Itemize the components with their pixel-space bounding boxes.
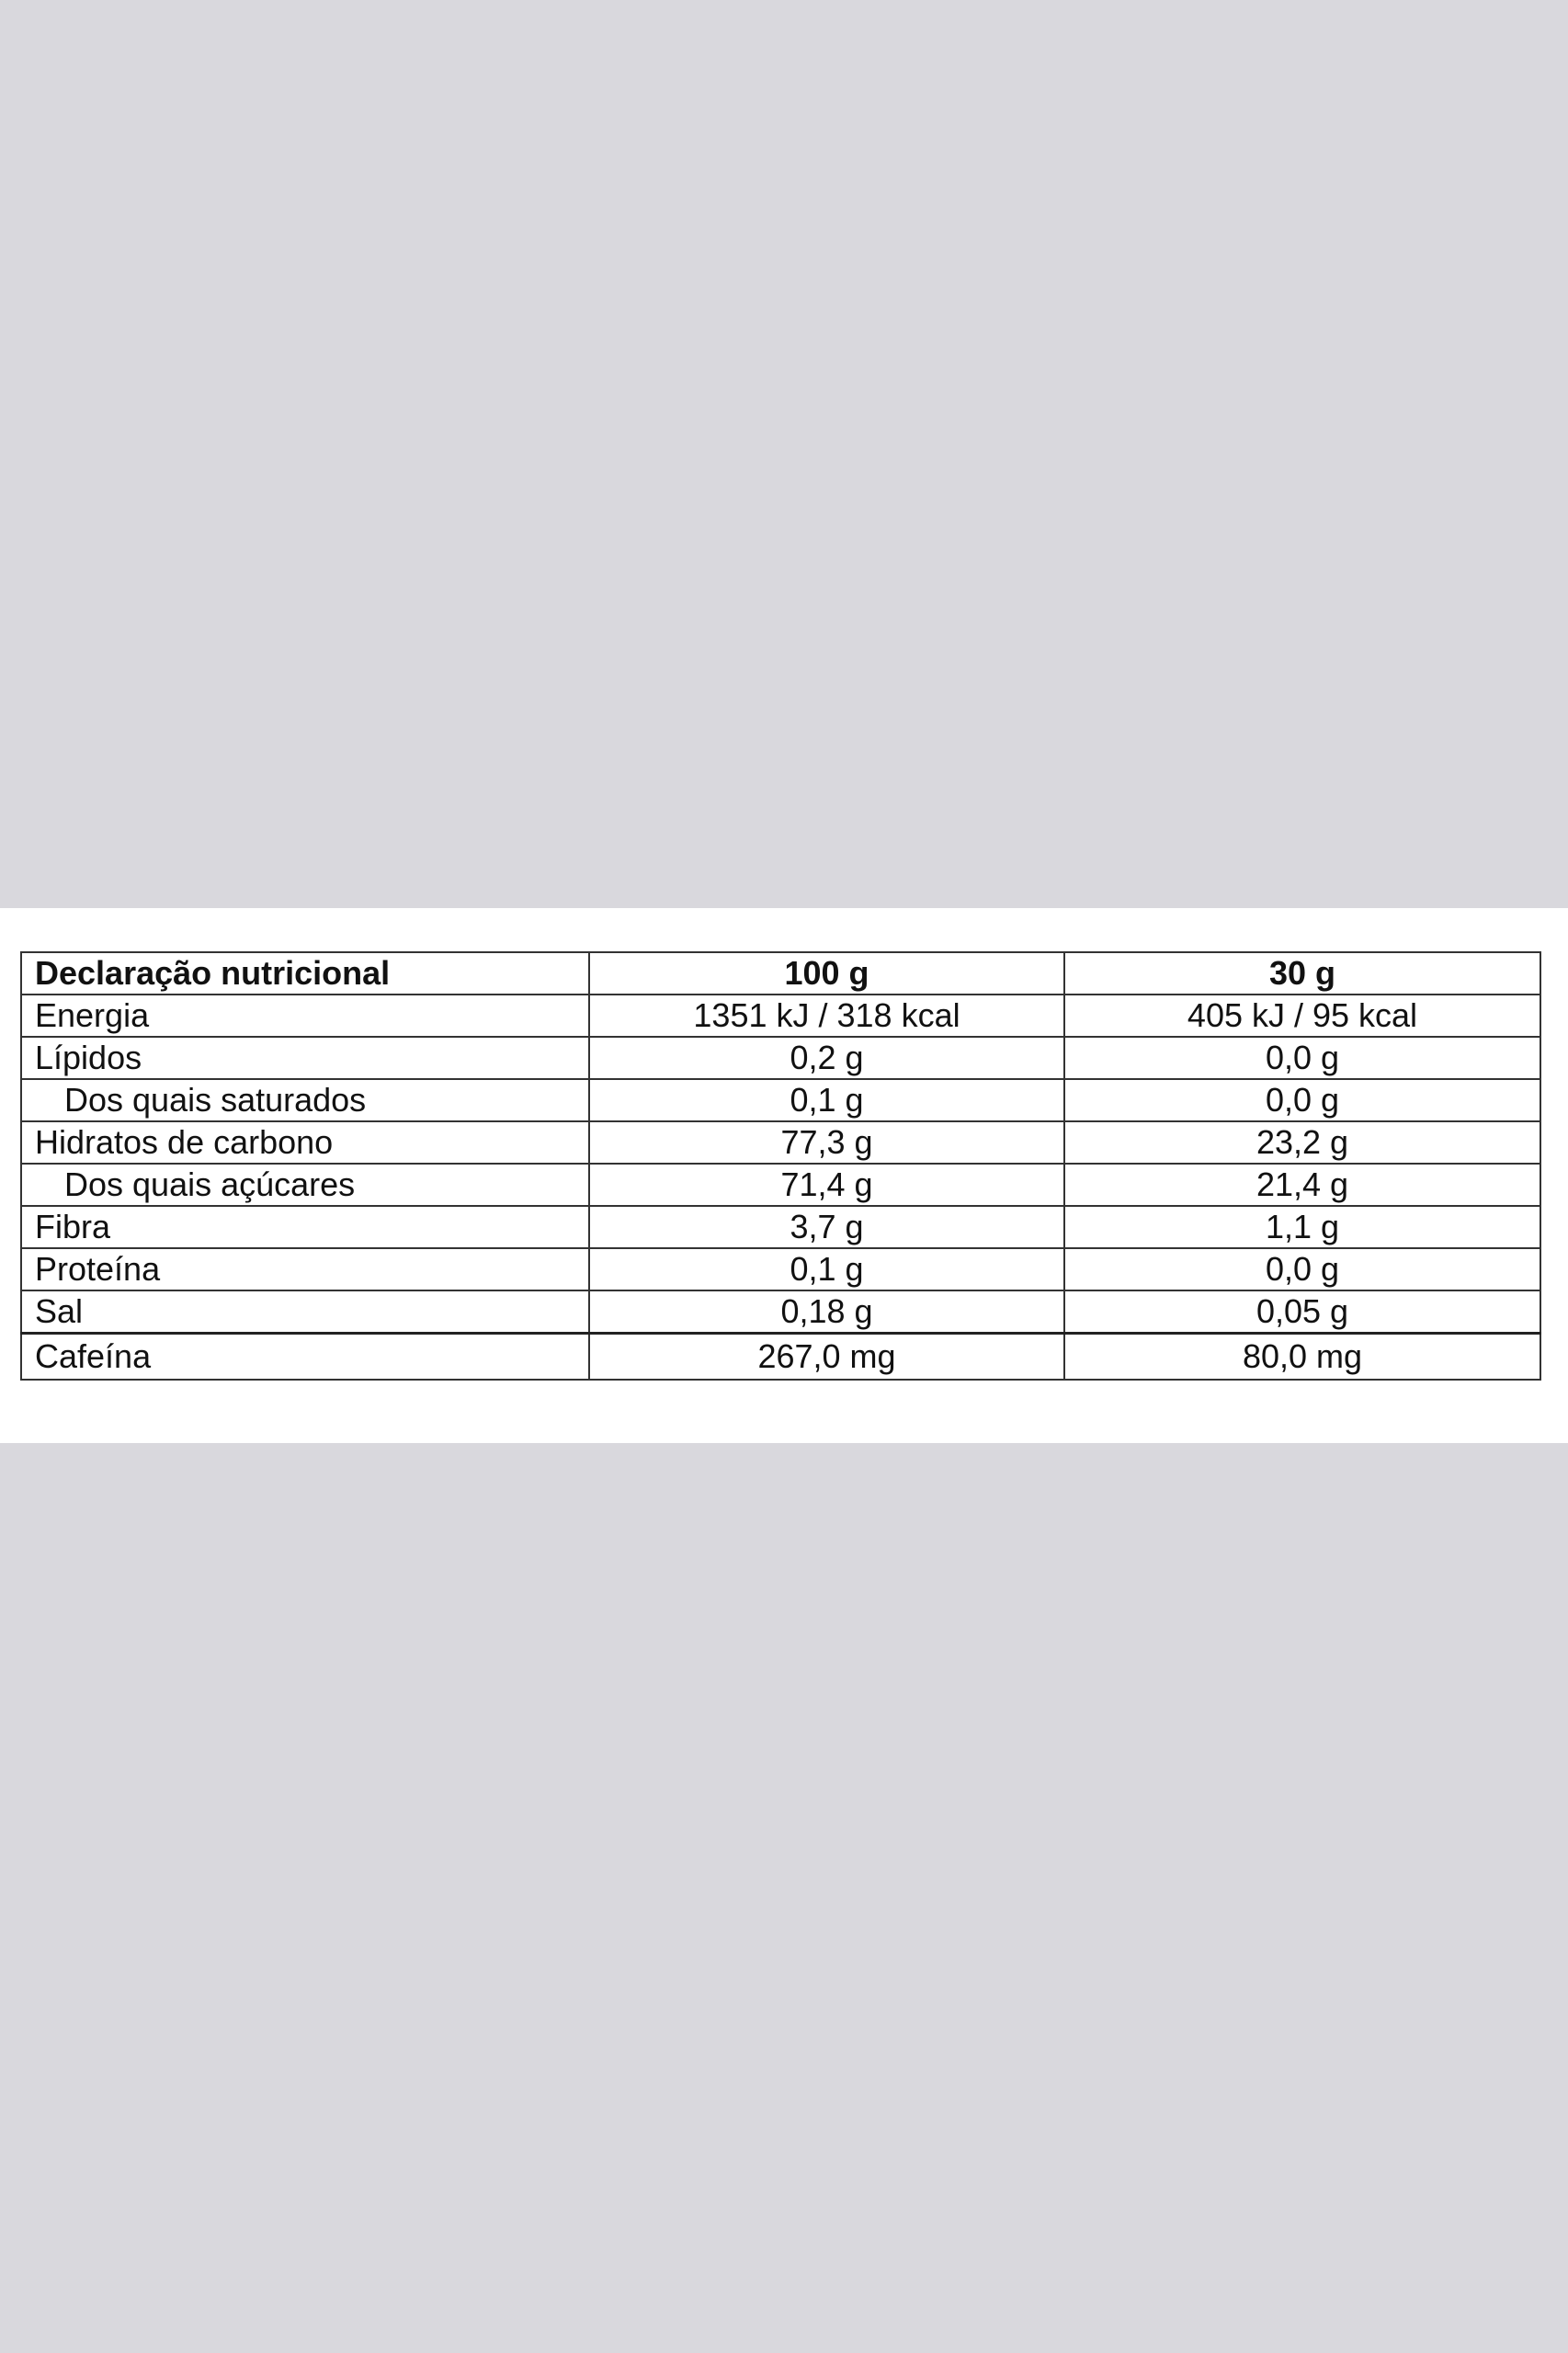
value-per-30g: 405 kJ / 95 kcal [1064, 995, 1540, 1037]
value-per-30g: 0,05 g [1064, 1290, 1540, 1334]
table-row [21, 1121, 1540, 1164]
value-per-100g: 3,7 g [589, 1206, 1064, 1248]
table-header-row [21, 952, 1540, 995]
value-per-30g: 0,0 g [1064, 1037, 1540, 1079]
table-row [21, 1037, 1540, 1079]
row-label: Lípidos [21, 1037, 589, 1079]
header-declaration: Declaração nutricional [21, 952, 589, 995]
table-row [21, 1290, 1540, 1334]
value-per-100g: 0,2 g [589, 1037, 1064, 1079]
value-per-30g: 23,2 g [1064, 1121, 1540, 1164]
row-label: Dos quais saturados [21, 1079, 589, 1121]
value-per-30g: 1,1 g [1064, 1206, 1540, 1248]
row-label: Dos quais açúcares [21, 1164, 589, 1206]
value-per-30g: 80,0 mg [1064, 1334, 1540, 1381]
table-row [21, 1164, 1540, 1206]
value-per-30g: 0,0 g [1064, 1248, 1540, 1290]
table-row [21, 995, 1540, 1037]
row-label: Cafeína [21, 1334, 589, 1381]
value-per-100g: 0,18 g [589, 1290, 1064, 1334]
row-label: Hidratos de carbono [21, 1121, 589, 1164]
value-per-100g: 1351 kJ / 318 kcal [589, 995, 1064, 1037]
nutrition-table [20, 951, 1541, 1381]
row-label: Sal [21, 1290, 589, 1334]
value-per-100g: 0,1 g [589, 1079, 1064, 1121]
table-row [21, 1079, 1540, 1121]
row-label: Fibra [21, 1206, 589, 1248]
row-label: Proteína [21, 1248, 589, 1290]
row-label: Energia [21, 995, 589, 1037]
header-per-30g: 30 g [1064, 952, 1540, 995]
value-per-100g: 71,4 g [589, 1164, 1064, 1206]
value-per-100g: 267,0 mg [589, 1334, 1064, 1381]
header-per-100g: 100 g [589, 952, 1064, 995]
value-per-30g: 21,4 g [1064, 1164, 1540, 1206]
value-per-100g: 0,1 g [589, 1248, 1064, 1290]
value-per-30g: 0,0 g [1064, 1079, 1540, 1121]
table-row [21, 1206, 1540, 1248]
table-row [21, 1334, 1540, 1381]
value-per-100g: 77,3 g [589, 1121, 1064, 1164]
table-row [21, 1248, 1540, 1290]
